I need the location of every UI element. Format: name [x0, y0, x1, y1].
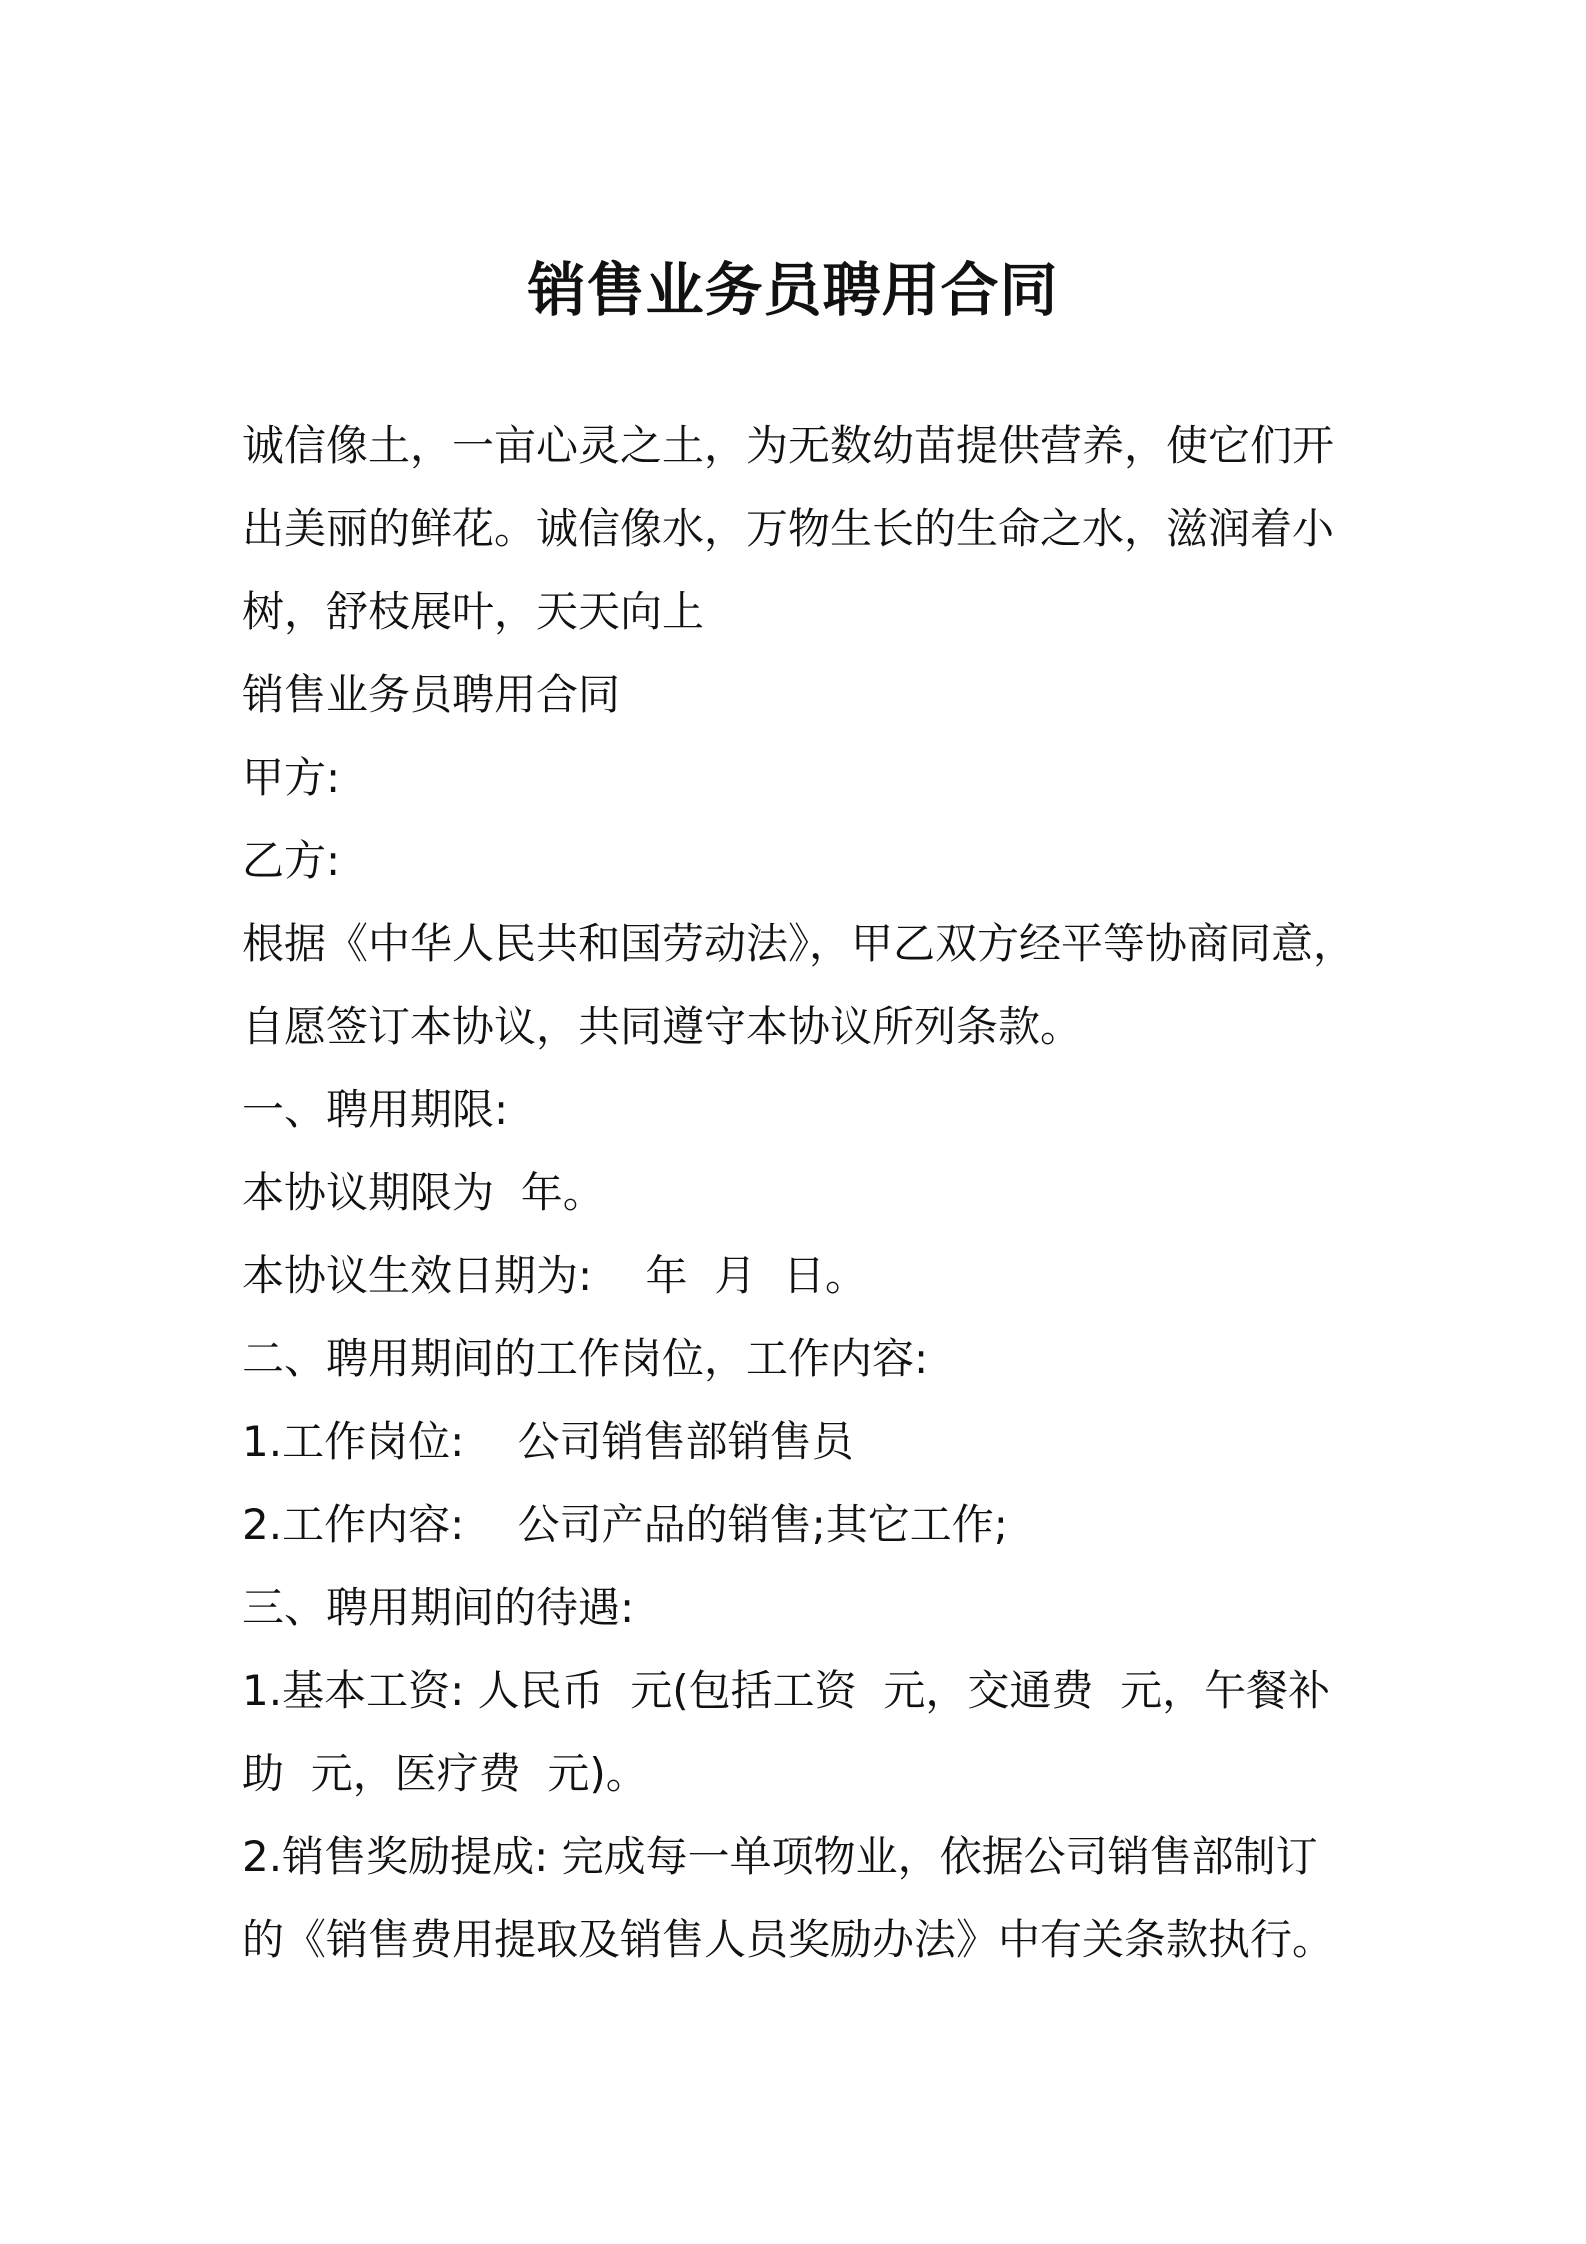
contract-subtitle: 销售业务员聘用合同 — [242, 670, 621, 719]
basic-salary-paragraph: 1.基本工资: 人民币 元(包括工资 元，交通费 元，午餐补助 元，医疗费 元)。 — [242, 1666, 1331, 1798]
party-a-line: 甲方: — [242, 753, 341, 802]
section-2-heading: 二、聘用期间的工作岗位，工作内容: — [242, 1334, 929, 1383]
section-1-heading: 一、聘用期限: — [242, 1085, 509, 1134]
job-position-line: 1.工作岗位: 公司销售部销售员 — [242, 1417, 854, 1466]
legal-basis-paragraph: 根据《中华人民共和国劳动法》，甲乙双方经平等协商同意，自愿签订本协议，共同遵守本协议所列条款。 — [242, 919, 1356, 1051]
term-length-line: 本协议期限为 年。 — [242, 1168, 605, 1217]
effective-date-line: 本协议生效日期为: 年 月 日。 — [242, 1251, 867, 1300]
sales-commission-paragraph: 2.销售奖励提成: 完成每一单项物业，依据公司销售部制订的《销售费用提取及销售人员奖励办法》中有关条款执行。 — [242, 1832, 1335, 1964]
job-content-line: 2.工作内容: 公司产品的销售;其它工作; — [242, 1500, 1008, 1549]
section-3-heading: 三、聘用期间的待遇: — [242, 1583, 635, 1632]
document-body — [242, 404, 1358, 1981]
party-b-line: 乙方: — [242, 836, 341, 885]
intro-paragraph: 诚信像土，一亩心灵之土，为无数幼苗提供营养，使它们开出美丽的鲜花。诚信像水，万物生长的生命之水，滋润着小树，舒枝展叶，天天向上 — [242, 421, 1335, 636]
document-title: 销售业务员聘用合同 — [527, 256, 1059, 324]
